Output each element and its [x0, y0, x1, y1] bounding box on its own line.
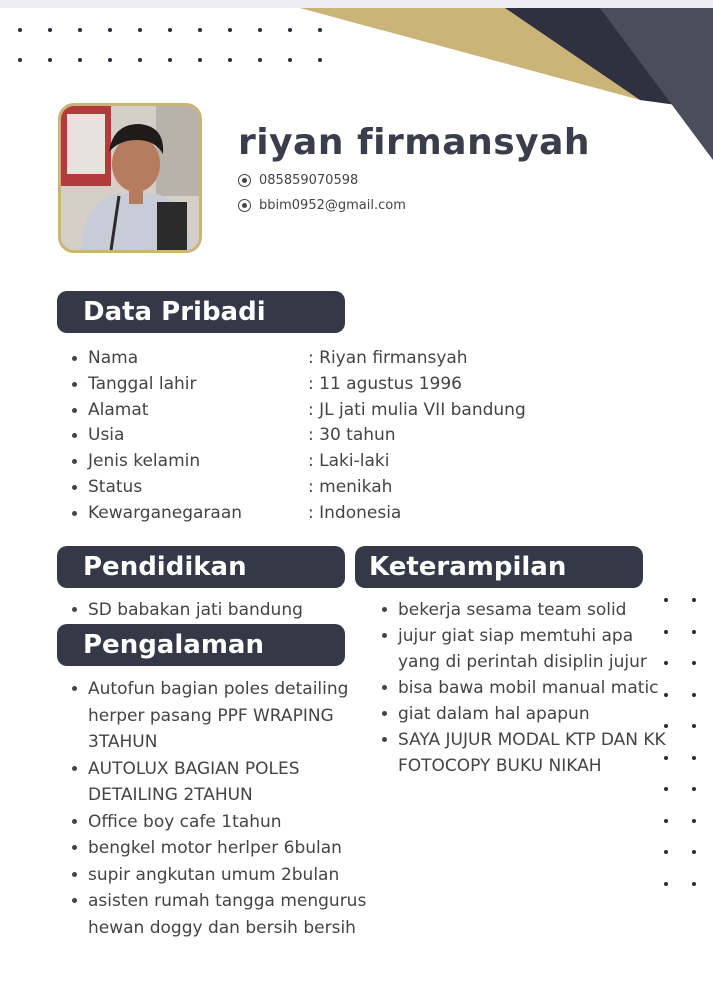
decor-dot [692, 756, 696, 760]
decor-dot [692, 787, 696, 791]
heading-keterampilan: Keterampilan [355, 546, 643, 588]
phone-number: 085859070598 [259, 173, 359, 188]
decor-dot [692, 693, 696, 697]
list-item: giat dalam hal apapun [382, 701, 668, 727]
list-item: Autofun bagian poles detailing herper pasang PPF WRAPING 3TAHUN [72, 676, 384, 756]
decor-dot [664, 787, 668, 791]
decor-dot [108, 58, 112, 62]
decor-dot [692, 819, 696, 823]
list-item: asisten rumah tangga mengurus hewan doggy dan bersih bersih [72, 888, 384, 941]
decor-dot [692, 850, 696, 854]
education-list [72, 597, 303, 623]
list-item: Office boy cafe 1tahun [72, 809, 384, 836]
dot-pattern-right [664, 598, 696, 886]
skills-list [382, 597, 668, 779]
heading-data-pribadi: Data Pribadi [57, 291, 345, 333]
phone-contact [238, 173, 358, 188]
decor-dot [692, 630, 696, 634]
personal-item: Nama : Riyan firmansyah [72, 346, 526, 372]
decor-dot [692, 882, 696, 886]
email-contact [238, 198, 406, 213]
decor-dot [692, 661, 696, 665]
decor-dot [664, 882, 668, 886]
candidate-name: riyan firmansyah [238, 122, 591, 163]
list-item: bekerja sesama team solid [382, 597, 668, 623]
experience-list [72, 676, 384, 941]
decor-dot [258, 28, 262, 32]
list-item: supir angkutan umum 2bulan [72, 862, 384, 889]
list-item: jujur giat siap memtuhi apa yang di perintah disiplin jujur [382, 623, 668, 675]
phone-icon [238, 174, 251, 187]
decor-dot [78, 28, 82, 32]
decor-dot [664, 850, 668, 854]
heading-pengalaman: Pengalaman [57, 624, 345, 666]
decor-dot [692, 598, 696, 602]
decor-dot [48, 28, 52, 32]
list-item: SD babakan jati bandung [72, 597, 303, 623]
personal-item: Jenis kelamin : Laki-laki [72, 449, 526, 475]
personal-item: Kewarganegaraan : Indonesia [72, 501, 526, 527]
personal-item: Tanggal lahir : 11 agustus 1996 [72, 372, 526, 398]
personal-item: Alamat : JL jati mulia VII bandung [72, 398, 526, 424]
decor-dot [138, 28, 142, 32]
heading-pendidikan: Pendidikan [57, 546, 345, 588]
decor-dot [318, 28, 322, 32]
decor-dot [48, 58, 52, 62]
decor-dot [18, 28, 22, 32]
email-address: bbim0952@gmail.com [259, 198, 406, 213]
decor-dot [78, 58, 82, 62]
list-item: AUTOLUX BAGIAN POLES DETAILING 2TAHUN [72, 756, 384, 809]
decor-dot [168, 28, 172, 32]
profile-photo [58, 103, 202, 253]
decor-dot [228, 58, 232, 62]
email-icon [238, 199, 251, 212]
decor-dot [288, 58, 292, 62]
list-item: SAYA JUJUR MODAL KTP DAN KK FOTOCOPY BUKU NIKAH [382, 727, 668, 779]
dot-pattern-top [18, 28, 322, 62]
list-item: bisa bawa mobil manual matic [382, 675, 668, 701]
personal-item: Usia : 30 tahun [72, 423, 526, 449]
decor-dot [258, 58, 262, 62]
decor-dot [692, 724, 696, 728]
decor-dot [18, 58, 22, 62]
decor-dot [198, 58, 202, 62]
decor-dot [318, 58, 322, 62]
personal-item: Status : menikah [72, 475, 526, 501]
decor-dot [288, 28, 292, 32]
personal-data-list [72, 346, 526, 527]
decor-dot [198, 28, 202, 32]
decor-dot [108, 28, 112, 32]
decor-dot [168, 58, 172, 62]
list-item: bengkel motor herlper 6bulan [72, 835, 384, 862]
decor-dot [138, 58, 142, 62]
decor-dot [228, 28, 232, 32]
decor-dot [664, 819, 668, 823]
